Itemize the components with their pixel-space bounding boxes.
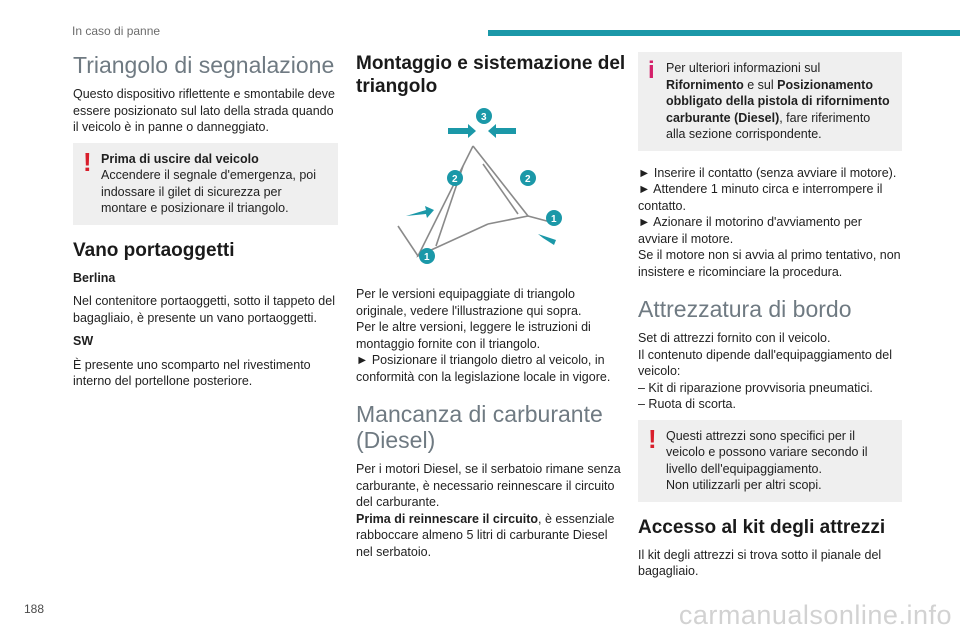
heading-montaggio: Montaggio e sistemazione del triangolo [356,53,626,97]
info-text-c: e sul [743,77,778,92]
paragraph-triangolo: Questo dispositivo riflettente e smontabile deve essere posizionato sul lato della strada quando il veicolo è in panne o danneggiato. [73,87,335,134]
heading-accesso: Accesso al kit degli attrezzi [638,516,886,538]
paragraph-posizionare: ► Posizionare il triangolo dietro al veicolo, in conformità con la legislazione locale in vigore. [356,353,611,384]
subheading-berlina: Berlina [73,270,116,285]
paragraph-altre-versioni: Per le altre versioni, leggere le istruzioni di montaggio fornite con il triangolo. [356,320,591,351]
warning-text: Accendere il segnale d'emergenza, poi indossare il gilet di sicurezza per montare e posizionare il triangolo. [101,168,317,215]
page-number: 188 [24,602,45,616]
step-attendere: ► Attendere 1 minuto circa e interrompere il contatto. [638,182,883,213]
heading-triangolo: Triangolo di segnalazione [73,52,335,78]
svg-text:3: 3 [481,112,487,123]
svg-text:1: 1 [424,252,430,263]
svg-text:1: 1 [551,214,557,225]
warning-exclamation-icon: ! [648,423,657,454]
heading-mancanza: Mancanza di carburante (Diesel) [356,401,603,453]
subheading-sw: SW [73,334,94,348]
step-azionare: ► Azionare il motorino d'avviamento per avviare il motore. [638,215,862,246]
paragraph-diesel: Per i motori Diesel, se il serbatoio rimane senza carburante, è necessario reinnescare il circuito del carburante. [356,462,621,509]
info-box [638,52,902,151]
warning-box [73,143,338,225]
svg-text:2: 2 [452,174,458,185]
info-link-rifornimento: Rifornimento [666,77,744,92]
column-left [73,52,338,397]
warning-attrezzi-text-2: Non utilizzarli per altri scopi. [666,478,822,492]
column-middle [356,52,626,567]
column-right [638,52,902,587]
info-link-posizionamento: Posizionamento obbligato della pistola di rifornimento carburante (Diesel) [666,77,890,125]
paragraph-versioni: Per le versioni equipaggiate di triangolo originale, vedere l'illustrazione qui sopra. [356,287,582,318]
paragraph-sw: È presente uno scomparto nel rivestimento interno del portellone posteriore. [73,357,311,388]
warning-attrezzi-text: Questi attrezzi sono specifici per il veicolo e possono variare secondo il livello dell'equipaggiamento. [666,428,868,476]
warning-triangle-assembly-illustration [378,106,578,276]
info-text [666,60,892,143]
heading-vano: Vano portaoggetti [73,239,235,261]
reinnescare-rest: , è essenziale rabboccare almeno 5 litri di carburante Diesel nel serbatoio. [356,511,615,559]
warning-title: Prima di uscire dal veicolo [101,151,259,166]
section-title: In caso di panne [72,24,161,38]
reinnescare-bold: Prima di reinnescare il circuito [356,511,539,526]
step-inserire: ► Inserire il contatto (senza avviare il motore). [638,165,897,180]
paragraph-accesso: Il kit degli attrezzi si trova sotto il pianale del bagagliaio. [638,547,882,578]
warning-box-attrezzi [638,420,902,502]
list-item: – Kit di riparazione provvisoria pneumatici. [638,380,873,395]
heading-attrezzatura: Attrezzatura di bordo [638,296,852,322]
paragraph-reinnescare [356,511,626,561]
svg-text:2: 2 [525,174,531,185]
paragraph-contenuto: Il contenuto dipende dall'equipaggiamento del veicolo: [638,347,892,378]
warning-exclamation-icon: ! [83,146,92,177]
info-icon: i [648,57,655,84]
step-nota: Se il motore non si avvia al primo tentativo, non insistere e ricominciare la procedura. [638,248,901,279]
paragraph-berlina: Nel contenitore portaoggetti, sotto il tappeto del bagagliaio, è presente un vano portaoggetti. [73,294,335,325]
paragraph-set: Set di attrezzi fornito con il veicolo. [638,331,831,345]
list-item: – Ruota di scorta. [638,397,736,411]
watermark: carmanualsonline.info [678,600,952,630]
info-text-e: , fare riferimento alla sezione corrispondente. [666,110,871,141]
header-accent-bar [488,30,960,36]
info-text-a: Per ulteriori informazioni sul [666,61,821,75]
